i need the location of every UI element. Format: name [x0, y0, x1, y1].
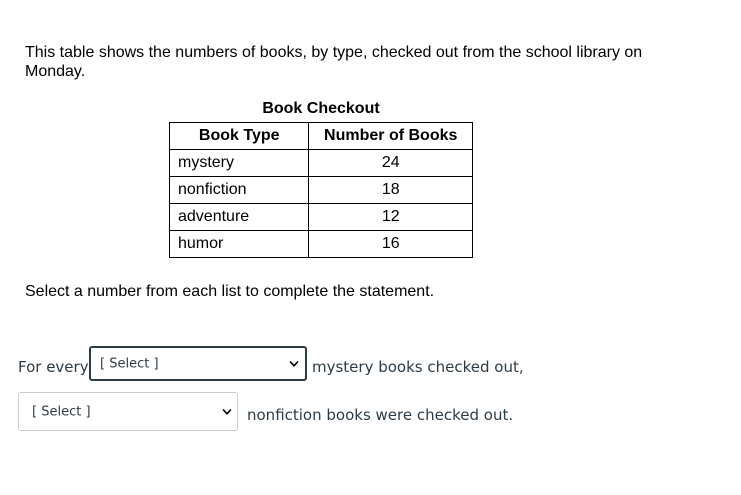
- table-row: [170, 150, 473, 177]
- statement-middle: mystery books checked out,: [312, 358, 524, 376]
- first-number-select[interactable]: [89, 346, 307, 381]
- table-row: [170, 177, 473, 204]
- chevron-down-icon: [222, 407, 232, 417]
- intro-text: This table shows the numbers of books, by type, checked out from the school library on Monday.: [25, 44, 643, 80]
- statement-suffix: nonfiction books were checked out.: [247, 406, 514, 424]
- cell-number-of-books: 12: [309, 204, 473, 231]
- first-select-value: [ Select ]: [100, 356, 159, 371]
- header-number-of-books: Number of Books: [309, 123, 473, 150]
- cell-book-type: humor: [170, 231, 309, 258]
- statement-prefix: For every: [18, 358, 89, 376]
- cell-book-type: adventure: [170, 204, 309, 231]
- table-caption: Book Checkout: [262, 100, 380, 117]
- cell-number-of-books: 16: [309, 231, 473, 258]
- instruction-text: Select a number from each list to complete the statement.: [25, 283, 435, 300]
- book-checkout-table-section: [169, 100, 473, 258]
- table-row: [170, 204, 473, 231]
- cell-number-of-books: 18: [309, 177, 473, 204]
- second-number-select[interactable]: [18, 392, 238, 431]
- table-row: [170, 231, 473, 258]
- cell-book-type: nonfiction: [170, 177, 309, 204]
- chevron-down-icon: [289, 359, 299, 369]
- cell-number-of-books: 24: [309, 150, 473, 177]
- table-header-row: [170, 123, 473, 150]
- cell-book-type: mystery: [170, 150, 309, 177]
- second-select-value: [ Select ]: [32, 404, 91, 419]
- header-book-type: Book Type: [170, 123, 309, 150]
- book-checkout-table: [169, 122, 473, 258]
